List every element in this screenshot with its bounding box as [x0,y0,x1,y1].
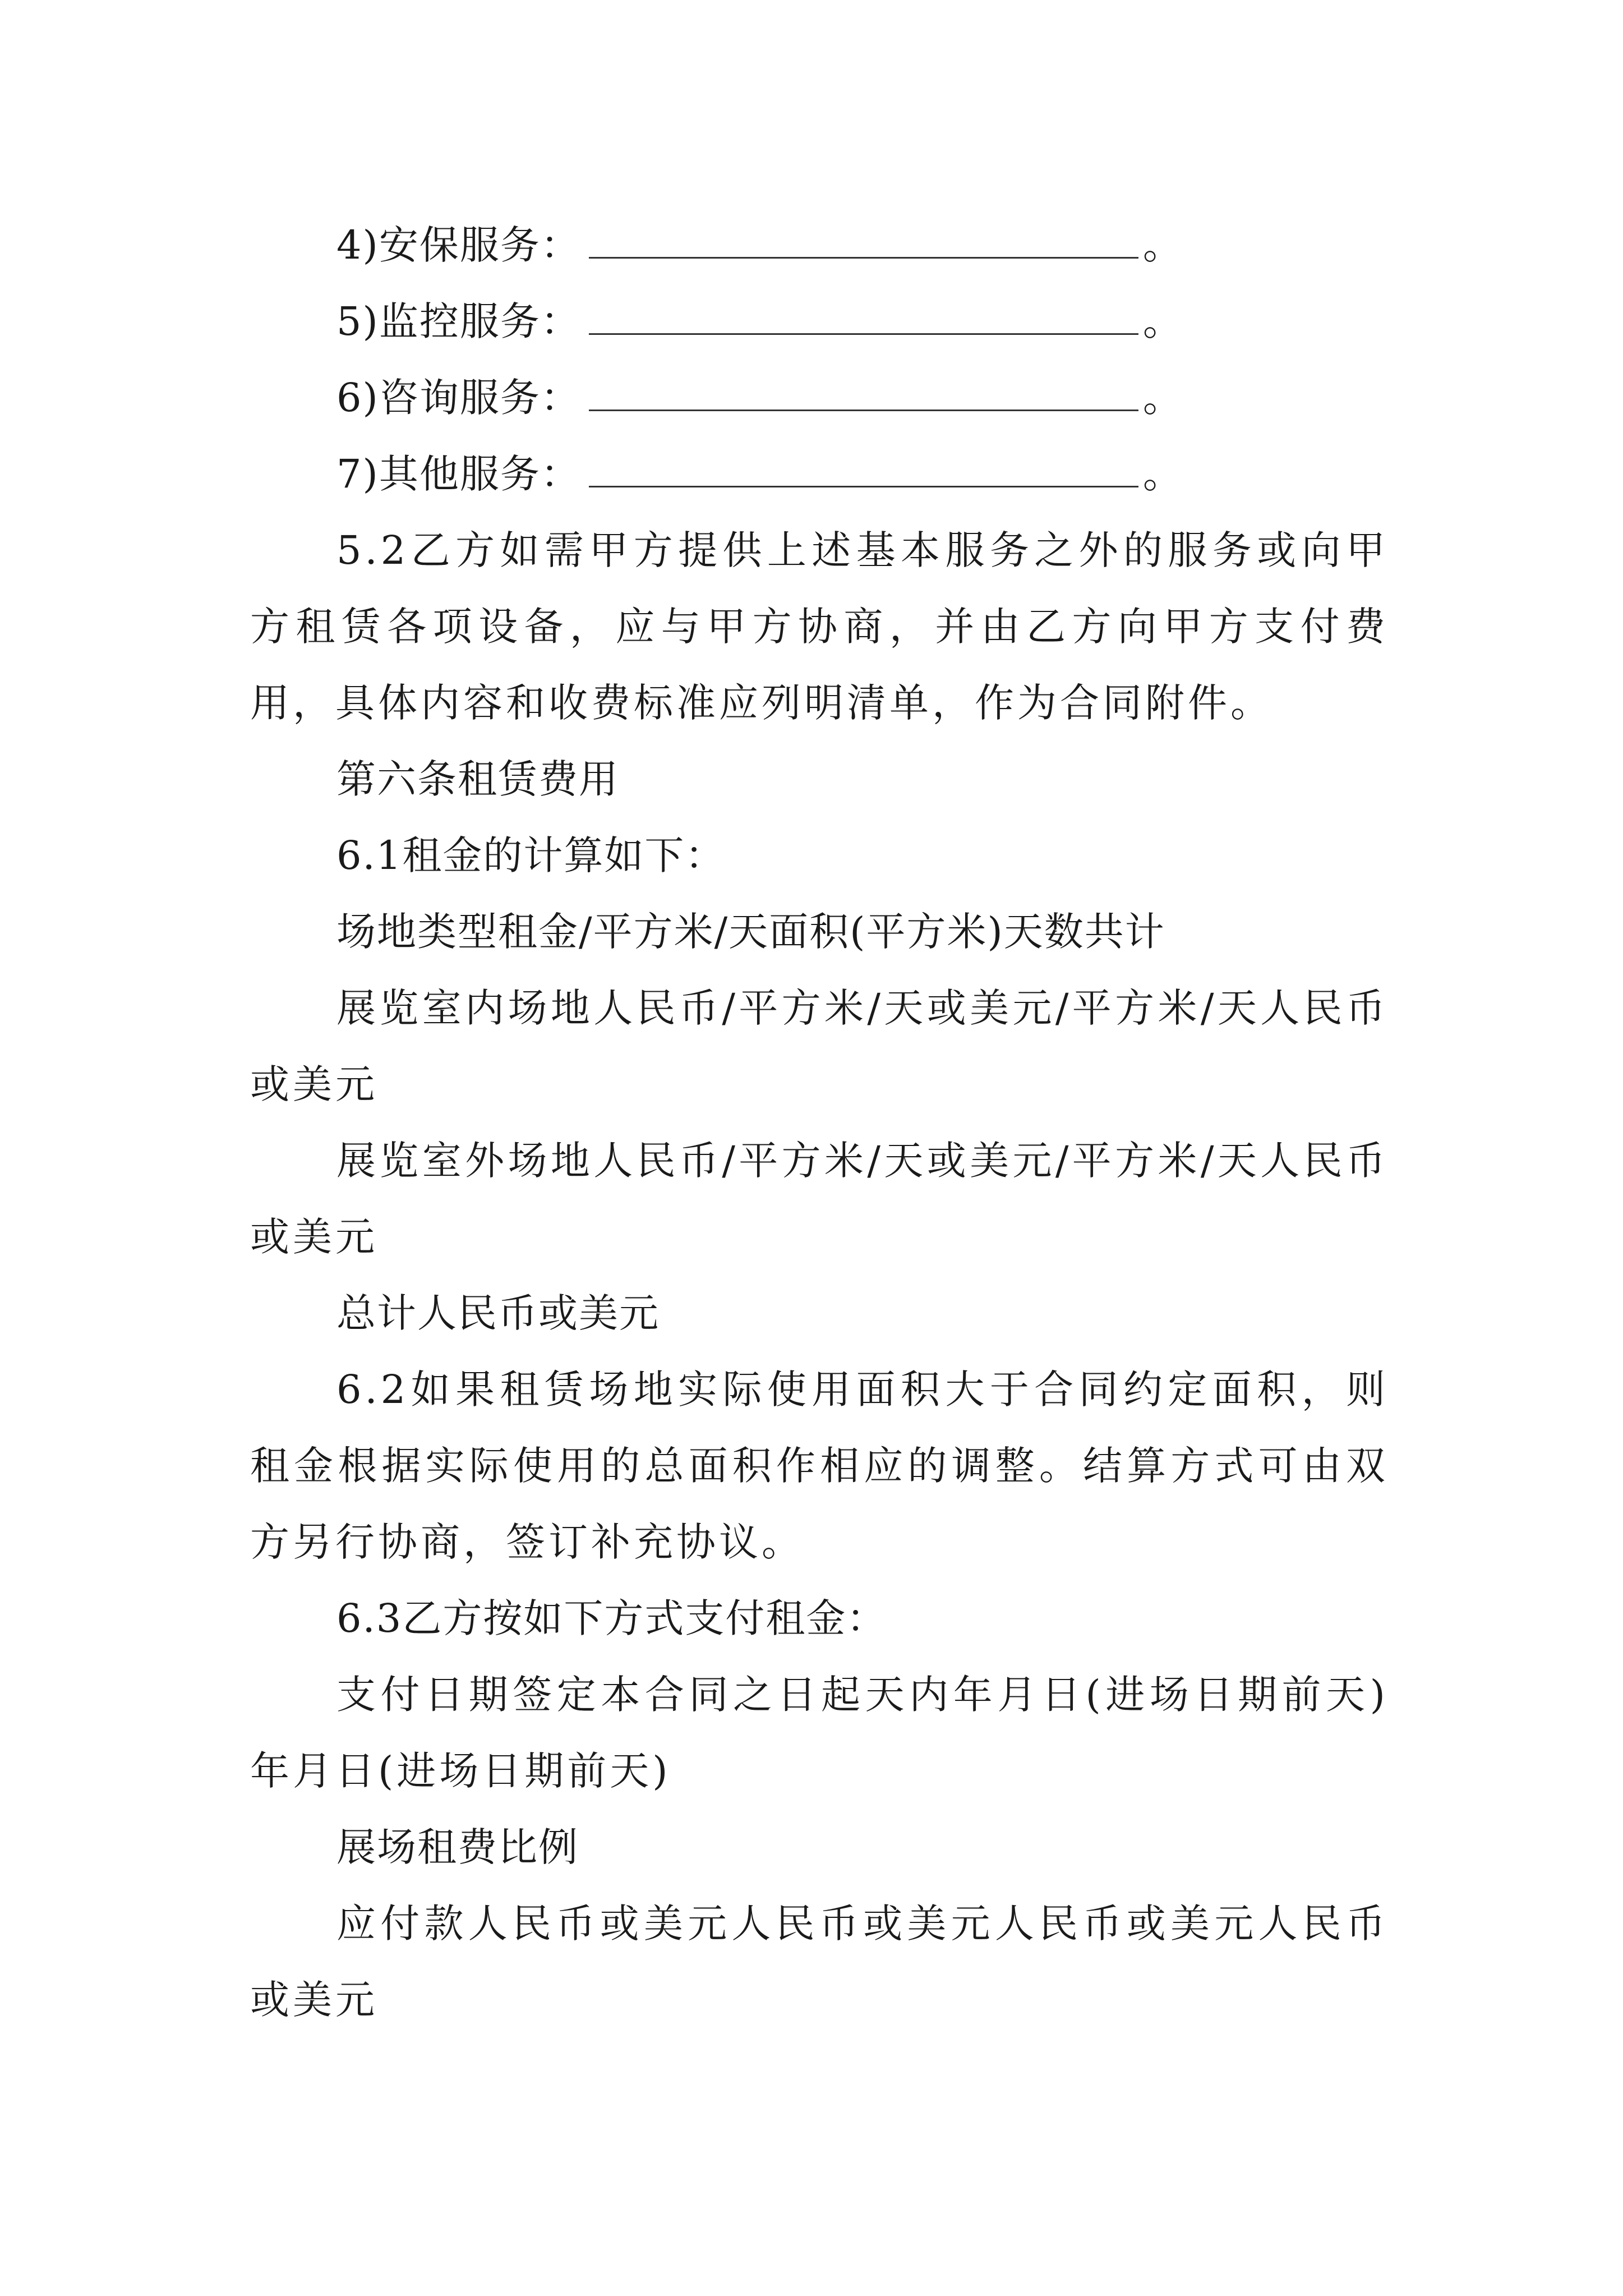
service-label: 5)监控服务： [336,298,581,344]
service-label: 4)安保服务： [336,222,581,268]
clause-6-2: 6.2如果租赁场地实际使用面积大于合同约定面积，则租金根据实际使用的总面积作相应的调整。结算方式可由双方另行协商，签订补充协议。 [250,1366,1389,1565]
clause-5-2: 5.2乙方如需甲方提供上述基本服务之外的服务或向甲方租赁各项设备，应与甲方协商，并由乙方向甲方支付费用，具体内容和收费标准应列明清单，作为合同附件。 [250,527,1389,726]
fill-in-blank [589,300,1138,335]
rent-total-row: 总计人民币或美元 [336,1290,660,1336]
rent-ratio-row: 展场租费比例 [336,1824,579,1870]
article-6-heading: 第六条租赁费用 [336,756,619,802]
service-end: 。 [1142,375,1183,421]
clause-6-1: 6.1租金的计算如下： [336,832,726,878]
rent-indoor-row: 展览室内场地人民币/平方米/天或美元/平方米/天人民币或美元 [250,985,1389,1107]
rent-outdoor-row: 展览室外场地人民币/平方米/天或美元/平方米/天人民币或美元 [250,1138,1389,1260]
rent-table-header: 场地类型租金/平方米/天面积(平方米)天数共计 [336,909,1165,955]
clause-6-3: 6.3乙方按如下方式支付租金： [336,1595,887,1641]
service-item-consulting [250,360,1389,436]
service-item-other [250,436,1389,512]
service-end: 。 [1142,298,1183,344]
payment-date-row: 支付日期签定本合同之日起天内年月日(进场日期前天)年月日(进场日期前天) [250,1672,1389,1794]
service-label: 7)其他服务： [336,451,581,497]
payable-row: 应付款人民币或美元人民币或美元人民币或美元人民币或美元 [250,1901,1389,2023]
service-item-security [250,207,1389,283]
service-item-monitoring [250,283,1389,360]
fill-in-blank [589,223,1138,259]
service-end: 。 [1142,451,1183,497]
fill-in-blank [589,452,1138,487]
service-end: 。 [1142,222,1183,268]
service-label: 6)咨询服务： [336,375,581,421]
fill-in-blank [589,376,1138,411]
